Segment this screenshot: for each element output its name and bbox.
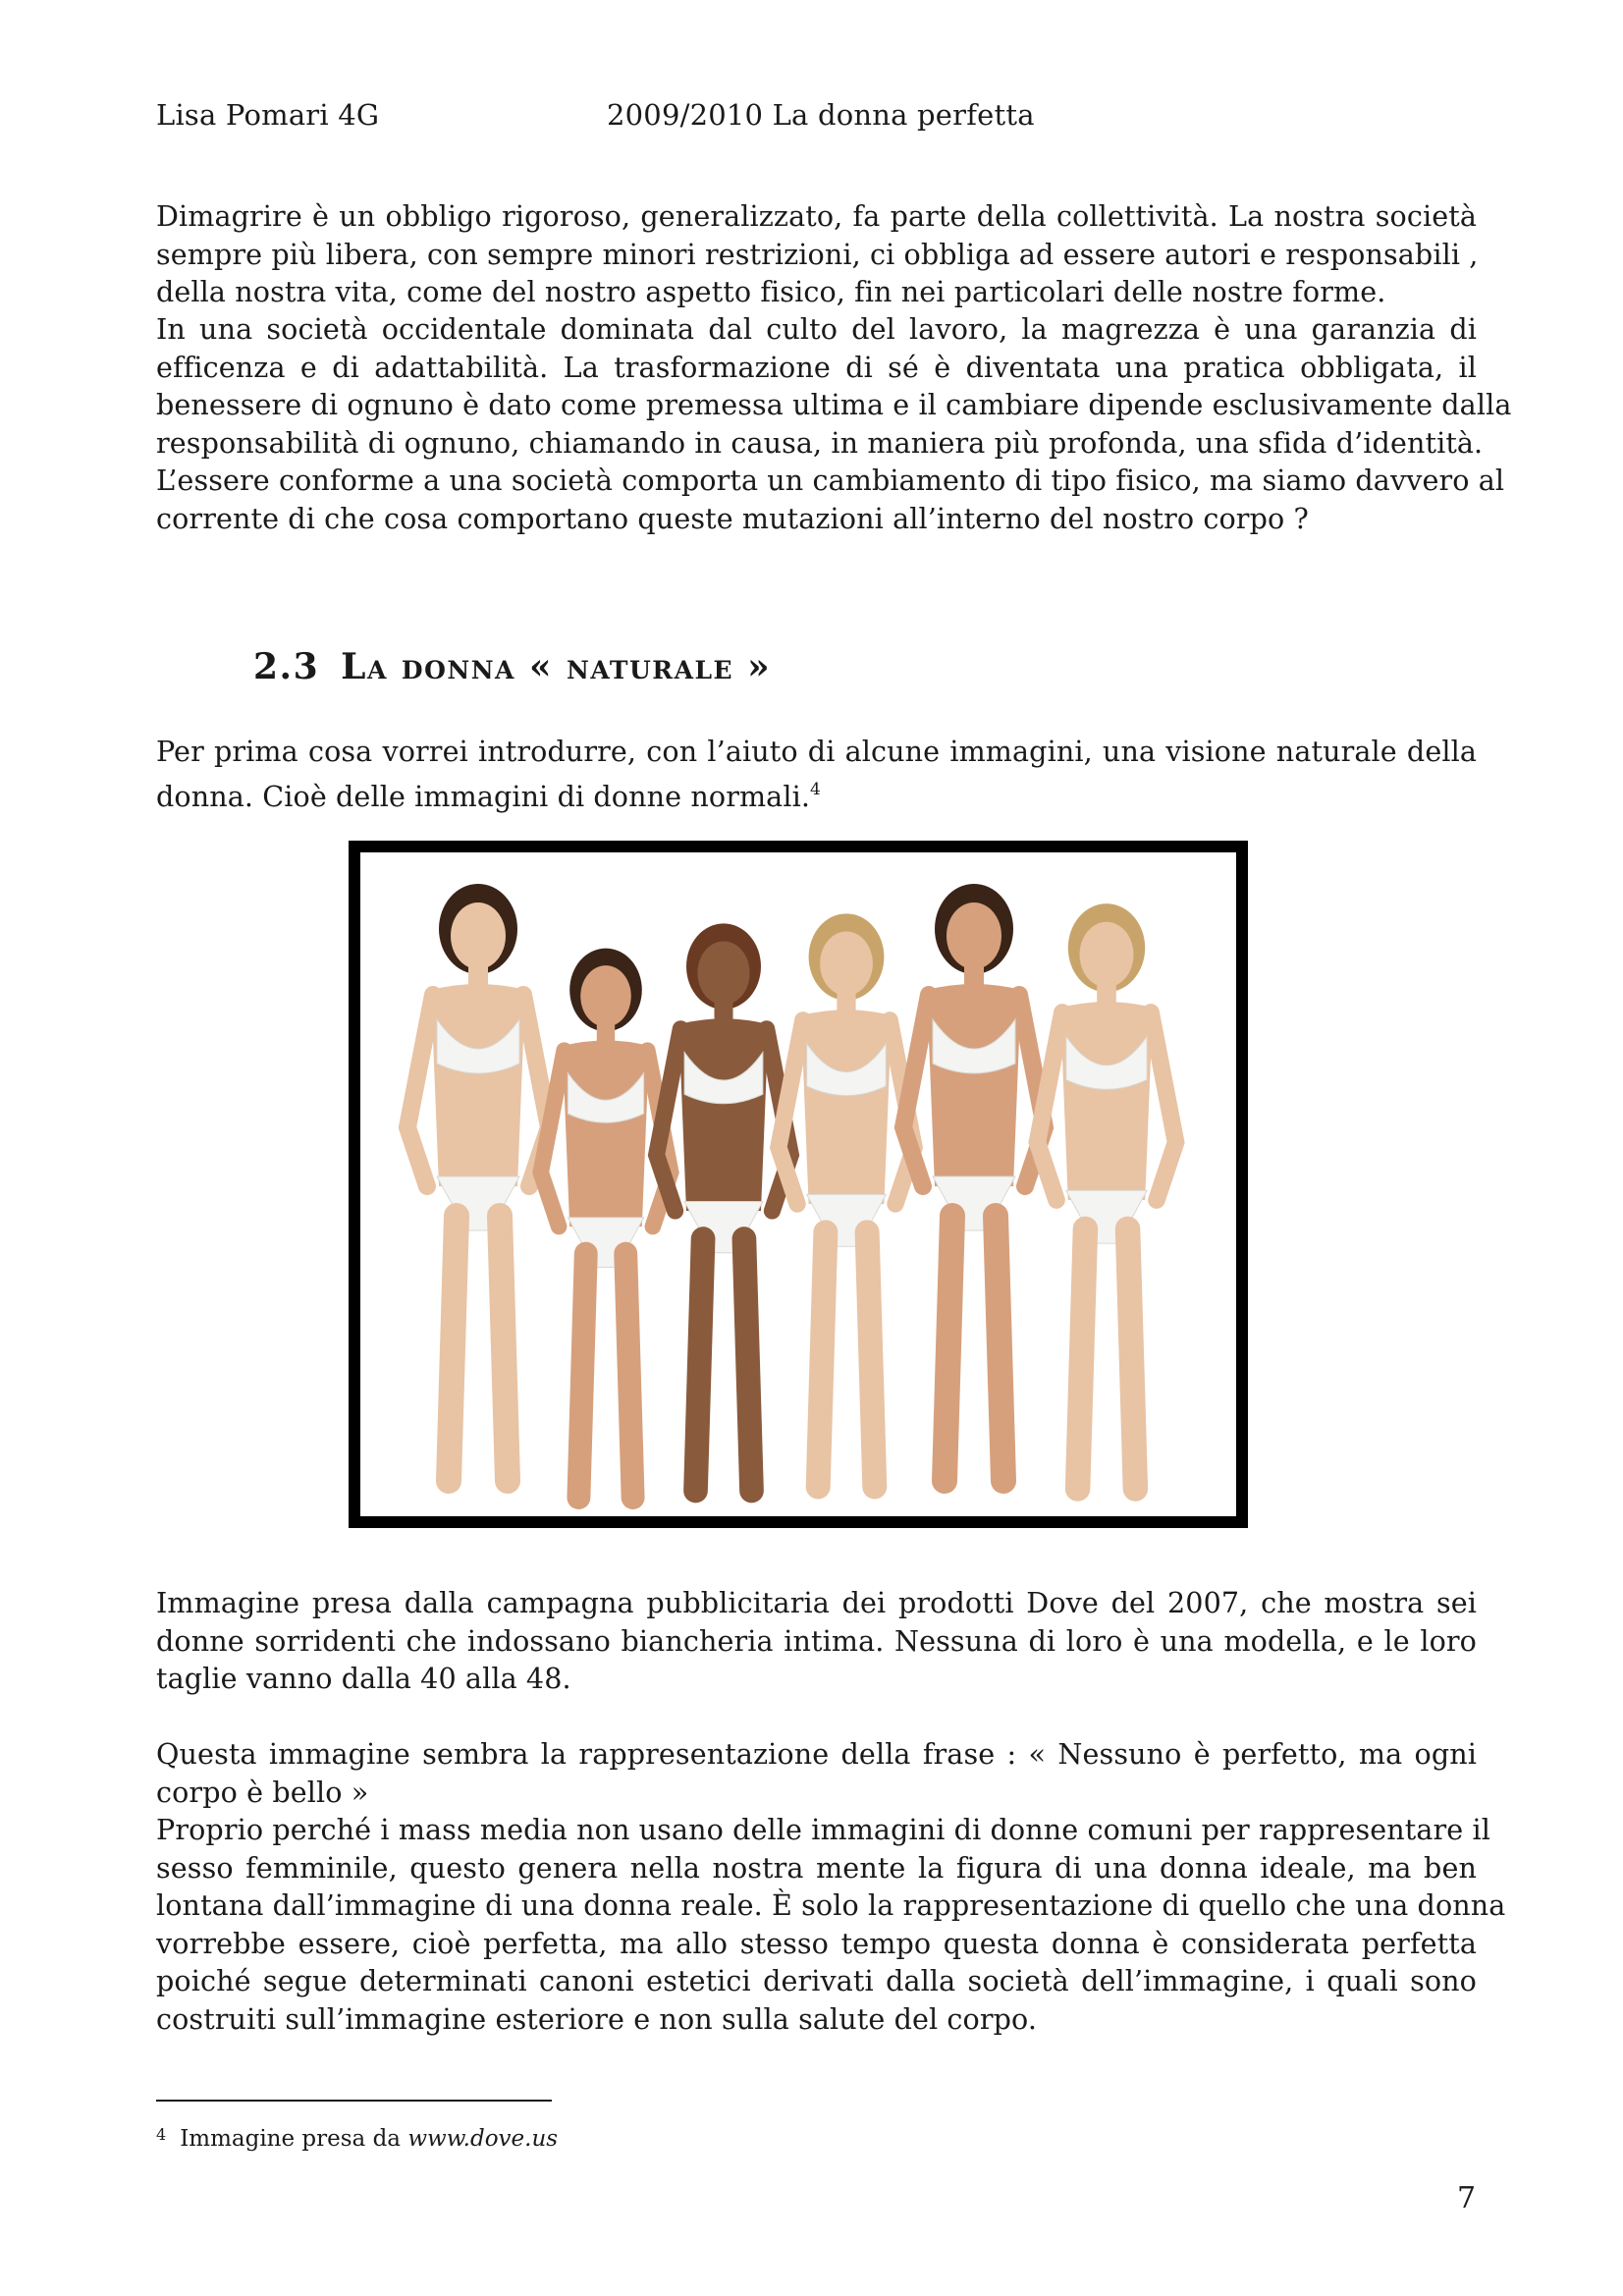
intro-line-text: donna. Cioè delle immagini di donne normali. [156, 779, 811, 813]
woman-figure [407, 884, 549, 1481]
paragraph-line: sesso femminile, questo genera nella nostra mente la figura di una donna ideale, ma ben [156, 1850, 1477, 1885]
paragraph-2 [156, 310, 1512, 462]
paragraph-line: sempre più libera, con sempre minori restrizioni, ci obbliga ad essere autori e responsabili , [156, 237, 1479, 271]
woman-figure [541, 949, 671, 1498]
paragraph-3 [156, 462, 1505, 537]
paragraph-line: benessere di ognuno è dato come premessa ultima e il cambiare dipende esclusivamente dalla [156, 388, 1512, 421]
paragraph-line: Immagine presa dalla campagna pubblicitaria dei prodotti Dove del 2007, che mostra sei [156, 1586, 1477, 1619]
paragraph-line: Questa immagine sembra la rappresentazione della frase : « Nessuno è perfetto, ma ogni [156, 1737, 1477, 1771]
paragraph-line: vorrebbe essere, cioè perfetta, ma allo stesso tempo questa donna è considerata perfetta [156, 1926, 1477, 1960]
woman-figure [903, 884, 1045, 1481]
paragraph-line: Proprio perché i mass media non usano delle immagini di donne comuni per rappresentare il [156, 1813, 1490, 1846]
page-number: 7 [1457, 2181, 1477, 2215]
paragraph-line: Dimagrire è un obbligo rigoroso, generalizzato, fa parte della collettività. La nostra società [156, 199, 1477, 233]
paragraph-line: corpo è bello » [156, 1775, 369, 1809]
paragraph-line: poiché segue determinati canoni estetici derivati dalla società dell’immagine, i quali sono [156, 1964, 1477, 1997]
paragraph-line: Per prima cosa vorrei introdurre, con l’aiuto di alcune immagini, una visione naturale della [156, 735, 1477, 768]
paragraph-line: della nostra vita, come del nostro aspetto fisico, fin nei particolari delle nostre forme. [156, 275, 1386, 308]
paragraph-line: corrente di che cosa comportano queste mutazioni all’interno del nostro corpo ? [156, 501, 1309, 535]
section-heading [253, 646, 771, 687]
section-title: La donna « naturale » [341, 646, 772, 687]
paragraph-line: lontana dall’immagine di una donna reale. È solo la rappresentazione di quello che una donna [156, 1888, 1506, 1922]
dove-campaign-photo [360, 852, 1236, 1516]
footnote [156, 2125, 558, 2152]
intro-paragraph [156, 733, 1477, 815]
header-author: Lisa Pomari 4G [156, 98, 380, 132]
woman-figure [657, 923, 791, 1491]
paragraph-1 [156, 197, 1477, 311]
woman-figure [1037, 903, 1175, 1489]
paragraph-line: In una società occidentale dominata dal culto del lavoro, la magrezza è una garanzia di [156, 312, 1477, 346]
paragraph-line: L’essere conforme a una società comporta un cambiamento di tipo fisico, ma siamo davvero al [156, 464, 1505, 497]
paragraph-line: responsabilità di ognuno, chiamando in causa, in maniera più profonda, una sfida d’identità. [156, 425, 1484, 460]
photo-frame [349, 841, 1248, 1528]
paragraph-line: donne sorridenti che indossano biancheria intima. Nessuna di loro è una modella, e le loro [156, 1623, 1477, 1658]
quote-paragraph [156, 1735, 1477, 1811]
paragraph-line: taglie vanno dalla 40 alla 48. [156, 1662, 571, 1695]
footnote-reference[interactable]: 4 [810, 779, 821, 799]
footnote-text: Immagine presa da [180, 2126, 408, 2152]
woman-figure [779, 913, 914, 1487]
footnote-number: 4 [156, 2125, 167, 2144]
paragraph-line [156, 771, 1477, 816]
paragraph-line: costruiti sull’immagine esteriore e non sulla salute del corpo. [156, 2001, 1038, 2036]
footnote-separator [156, 2100, 552, 2102]
header-title: 2009/2010 La donna perfetta [607, 98, 1035, 132]
footnote-link[interactable]: www.dove.us [407, 2126, 559, 2152]
final-paragraph [156, 1811, 1506, 2038]
paragraph-line: efficenza e di adattabilità. La trasformazione di sé è diventata una pratica obbligata, il [156, 350, 1477, 384]
section-number: 2.3 [253, 646, 320, 687]
page-header [156, 98, 1472, 139]
six-women-illustration [360, 852, 1236, 1516]
caption-paragraph [156, 1584, 1477, 1698]
